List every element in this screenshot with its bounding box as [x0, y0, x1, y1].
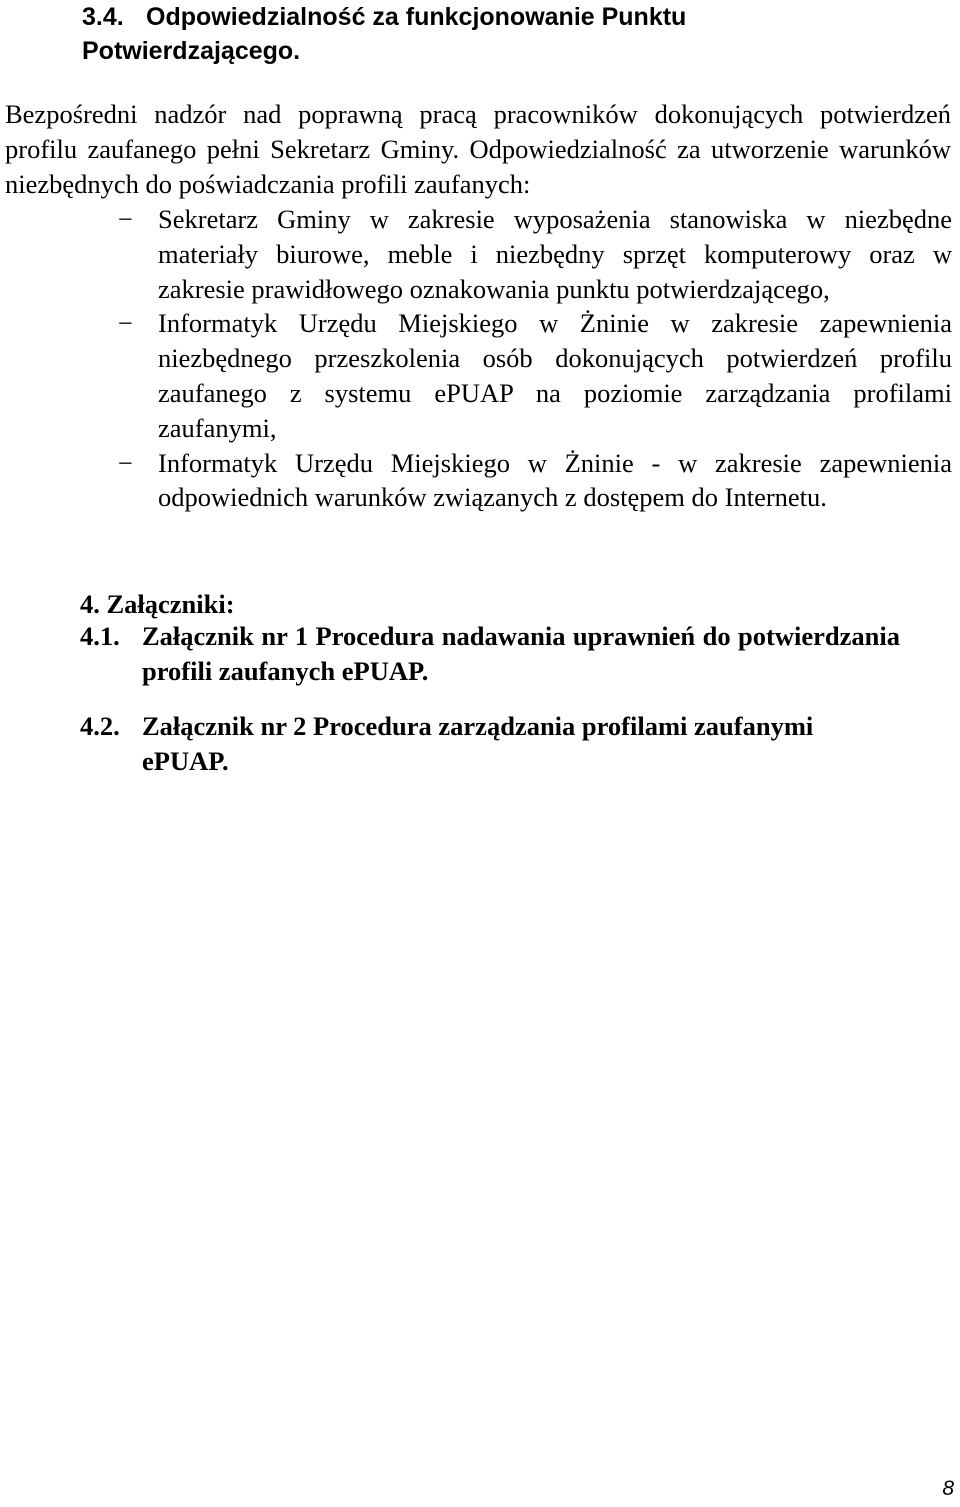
attachment-number: 4.2.: [80, 711, 120, 741]
intro-paragraph: Bezpośredni nadzór nad poprawną pracą pracowników dokonujących potwierdzeń profilu zaufanego pełni Sekretarz Gminy. Odpowiedzialność za utworzenie warunków niezbędnych do poświadczania profili zaufanych:: [5, 99, 951, 199]
dash-marker: −: [118, 447, 133, 478]
dash-marker: −: [118, 308, 133, 339]
responsibility-list: [0, 202, 952, 515]
list-item: [0, 202, 952, 306]
list-item-text: Informatyk Urzędu Miejskiego w Żninie w zakresie zapewnienia niezbędnego przeszkolenia osób dokonujących potwierdzeń profilu zaufanego z systemu ePUAP na poziomie zarządzania profilami zaufanymi,: [158, 308, 952, 443]
attachment-item: [80, 619, 900, 688]
section-heading: [82, 0, 882, 68]
attachment-number: 4.1.: [80, 621, 120, 651]
attachment-item: [80, 709, 900, 778]
list-item-text: Sekretarz Gminy w zakresie wyposażenia stanowiska w niezbędne materiały biurowe, meble i niezbędny sprzęt komputerowy oraz w zakresie prawidłowego oznakowania punktu potwierdzającego,: [158, 204, 952, 304]
list-item: [0, 306, 952, 445]
attachment-title: Załącznik nr 2 Procedura zarządzania profilami zaufanymi ePUAP.: [142, 711, 814, 776]
section-title: Odpowiedzialność za funkcjonowanie Punktu Potwierdzającego.: [82, 3, 687, 65]
list-item-text: Informatyk Urzędu Miejskiego w Żninie - w zakresie zapewnienia odpowiednich warunków związanych z dostępem do Internetu.: [158, 447, 952, 513]
list-item: [0, 446, 952, 516]
dash-marker: −: [118, 204, 133, 234]
attachments-heading: 4. Załączniki:: [80, 589, 235, 619]
section-number: 3.4.: [82, 3, 124, 31]
attachment-title: Załącznik nr 1 Procedura nadawania uprawnień do potwierdzania profili zaufanych ePUAP.: [142, 621, 900, 686]
page-number: 8: [942, 1477, 954, 1500]
